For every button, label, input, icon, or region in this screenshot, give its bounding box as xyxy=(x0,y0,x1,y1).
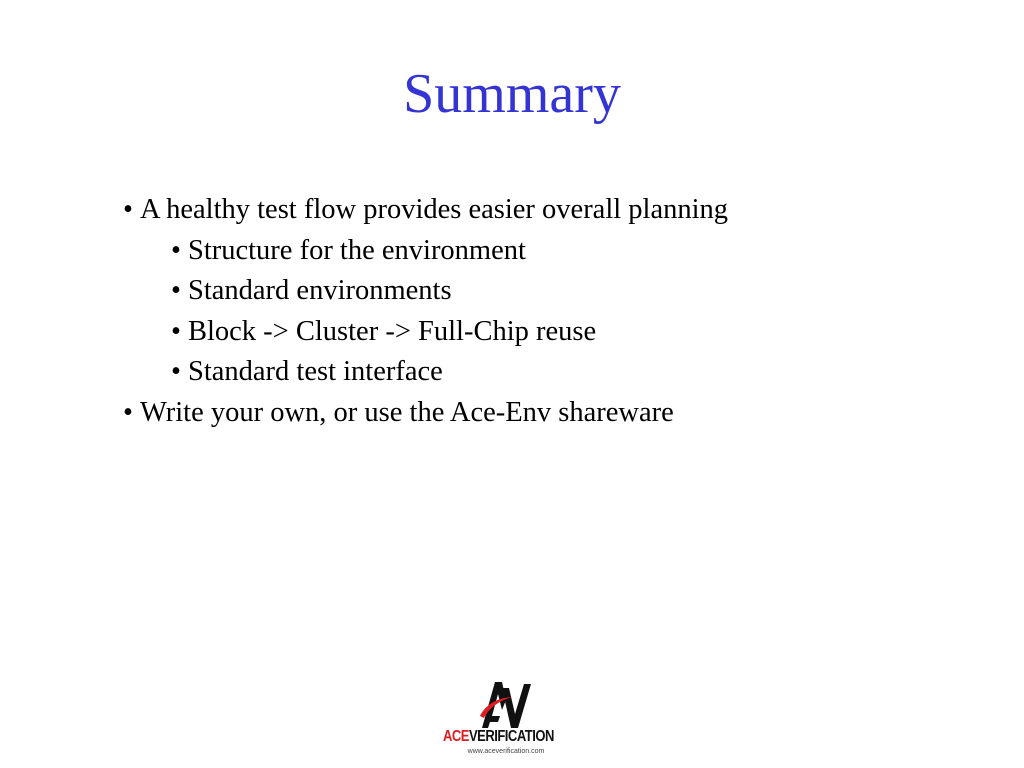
ace-verification-logo xyxy=(440,680,572,760)
bullet-icon: • xyxy=(123,396,133,428)
sub-bullet-item xyxy=(123,312,728,353)
bullet-icon: • xyxy=(171,234,181,266)
bullet-icon: • xyxy=(171,356,181,388)
bullet-item xyxy=(123,190,728,231)
sub-bullet-item xyxy=(123,231,728,272)
bullet-list xyxy=(123,190,728,434)
logo-url: www.aceverification.com xyxy=(467,748,545,755)
bullet-text: Standard environments xyxy=(187,275,452,307)
sub-bullet-item xyxy=(123,352,728,393)
bullet-text: Structure for the environment xyxy=(187,234,526,266)
av-monogram-icon xyxy=(478,680,532,728)
bullet-icon: • xyxy=(123,194,133,225)
logo-wordmark xyxy=(443,728,554,746)
logo-word-ace: ACE xyxy=(443,728,469,745)
bullet-text: A healthy test flow provides easier overall planning xyxy=(139,194,729,225)
logo-word-verification: VERIFICATION xyxy=(468,728,554,745)
bullet-text: Standard test interface xyxy=(187,356,443,388)
slide-title: Summary xyxy=(403,63,621,125)
sub-bullet-item xyxy=(123,271,728,312)
bullet-text: Block -> Cluster -> Full-Chip reuse xyxy=(187,315,597,347)
bullet-icon: • xyxy=(171,275,181,307)
bullet-icon: • xyxy=(171,315,181,347)
bullet-item xyxy=(123,393,728,434)
bullet-text: Write your own, or use the Ace-Env shareware xyxy=(139,396,674,428)
